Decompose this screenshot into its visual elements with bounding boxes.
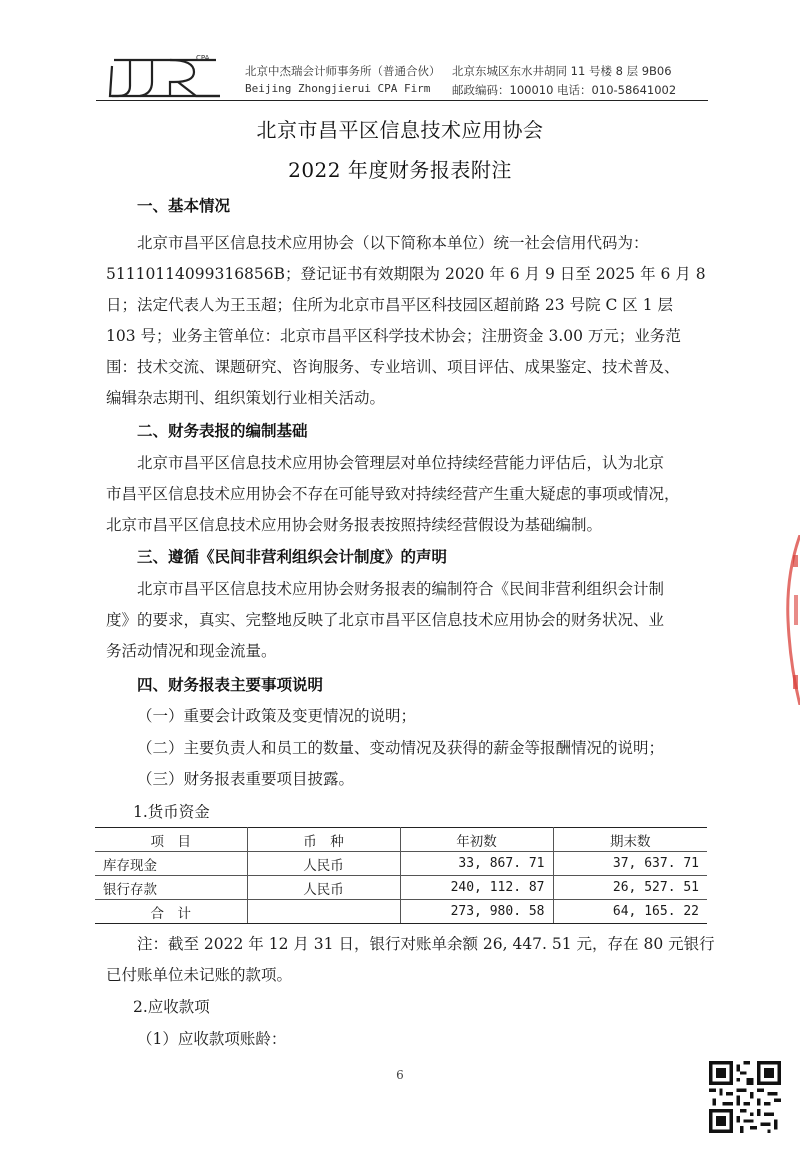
- table-cell: 银行存款: [95, 876, 247, 900]
- table-cell: 26, 527. 51: [553, 876, 707, 900]
- paragraph-line: 市昌平区信息技术应用协会不存在可能导致对持续经营产生重大疑虑的事项或情况，: [106, 485, 680, 503]
- table-cell: 273, 980. 58: [400, 900, 553, 924]
- paragraph-line: 51110114099316856B；登记证书有效期限为 2020 年 6 月 9 日至 2025 年 6 月 8: [106, 265, 706, 283]
- paragraph-line: 度》的要求，真实、完整地反映了北京市昌平区信息技术应用协会的财务状况、业: [106, 611, 665, 629]
- list-item: （二）主要负责人和员工的数量、变动情况及获得的薪金等报酬情况的说明；: [137, 739, 665, 757]
- firm-contact: 邮政编码：100010 电话：010-58641002: [452, 83, 677, 97]
- firm-address: 北京东城区东水井胡同 11 号楼 8 层 9B06: [452, 64, 672, 78]
- table-cell: 33, 867. 71: [400, 852, 553, 876]
- paragraph-line: 务活动情况和现金流量。: [106, 642, 277, 660]
- firm-name-cn: 北京中杰瑞会计师事务所（普通合伙）: [245, 64, 441, 78]
- table-cell: 64, 165. 22: [553, 900, 707, 924]
- paragraph-line: 北京市昌平区信息技术应用协会财务报表的编制符合《民间非营利组织会计制: [137, 580, 665, 598]
- letterhead-rule: [96, 100, 708, 101]
- qr-code-icon: [709, 1061, 781, 1133]
- paragraph-line: 103 号；业务主管单位：北京市昌平区科学技术协会；注册资金 3.00 万元；业务范: [106, 327, 681, 345]
- subsection-heading-receivables: 2.应收款项: [133, 998, 210, 1016]
- firm-name-en: Beijing Zhongjierui CPA Firm: [245, 82, 431, 95]
- table-cell-empty: [247, 900, 400, 924]
- table-header-row: [95, 828, 707, 852]
- table-row: [95, 852, 707, 876]
- cpa-mark: CPA: [196, 54, 210, 62]
- table-cell: 人民币: [247, 876, 400, 900]
- table-note-line: 注：截至 2022 年 12 月 31 日，银行对账单余额 26, 447. 51 元，存在 80 元银行: [137, 935, 715, 953]
- table-cell: 人民币: [247, 852, 400, 876]
- page-number: 6: [396, 1068, 404, 1082]
- section-heading-basic-info: 一、基本情况: [137, 196, 231, 215]
- section-heading-basis: 二、财务表报的编制基础: [137, 421, 308, 440]
- document-title: 北京市昌平区信息技术应用协会: [256, 118, 544, 142]
- table-cell: 合 计: [95, 900, 247, 924]
- paragraph-line: 北京市昌平区信息技术应用协会管理层对单位持续经营能力评估后，认为北京: [137, 454, 665, 472]
- section-heading-notes: 四、财务报表主要事项说明: [137, 675, 324, 694]
- document-subtitle: 2022 年度财务报表附注: [288, 158, 512, 182]
- column-header: 期末数: [553, 828, 707, 852]
- table-cell: 240, 112. 87: [400, 876, 553, 900]
- paragraph-line: 围：技术交流、课题研究、咨询服务、专业培训、项目评估、成果鉴定、技术普及、: [106, 358, 680, 376]
- subsection-heading-cash: 1.货币资金: [133, 803, 210, 821]
- table-note-line: 已付账单位未记账的款项。: [106, 966, 293, 984]
- table-row: [95, 876, 707, 900]
- list-item: （三）财务报表重要项目披露。: [137, 770, 355, 788]
- firm-logo: [108, 52, 228, 102]
- paragraph-line: 日；法定代表人为王玉超；住所为北京市昌平区科技园区超前路 23 号院 C 区 1 层: [106, 296, 674, 314]
- paragraph-line: 北京市昌平区信息技术应用协会（以下简称本单位）统一社会信用代码为：: [137, 234, 649, 252]
- paragraph-line: 编辑杂志期刊、组织策划行业相关活动。: [106, 389, 386, 407]
- subsection-sub-heading: （1）应收款项账龄：: [137, 1030, 287, 1048]
- paragraph-line: 北京市昌平区信息技术应用协会财务报表按照持续经营假设为基础编制。: [106, 516, 603, 534]
- table-cell: 库存现金: [95, 852, 247, 876]
- cash-table: [95, 827, 707, 924]
- red-seal-stamp-edge: [782, 535, 800, 705]
- table-cell: 37, 637. 71: [553, 852, 707, 876]
- column-header: 币 种: [247, 828, 400, 852]
- table-total-row: [95, 900, 707, 924]
- section-heading-compliance: 三、遵循《民间非营利组织会计制度》的声明: [137, 547, 448, 566]
- column-header: 年初数: [400, 828, 553, 852]
- list-item: （一）重要会计政策及变更情况的说明；: [137, 707, 417, 725]
- column-header: 项 目: [95, 828, 247, 852]
